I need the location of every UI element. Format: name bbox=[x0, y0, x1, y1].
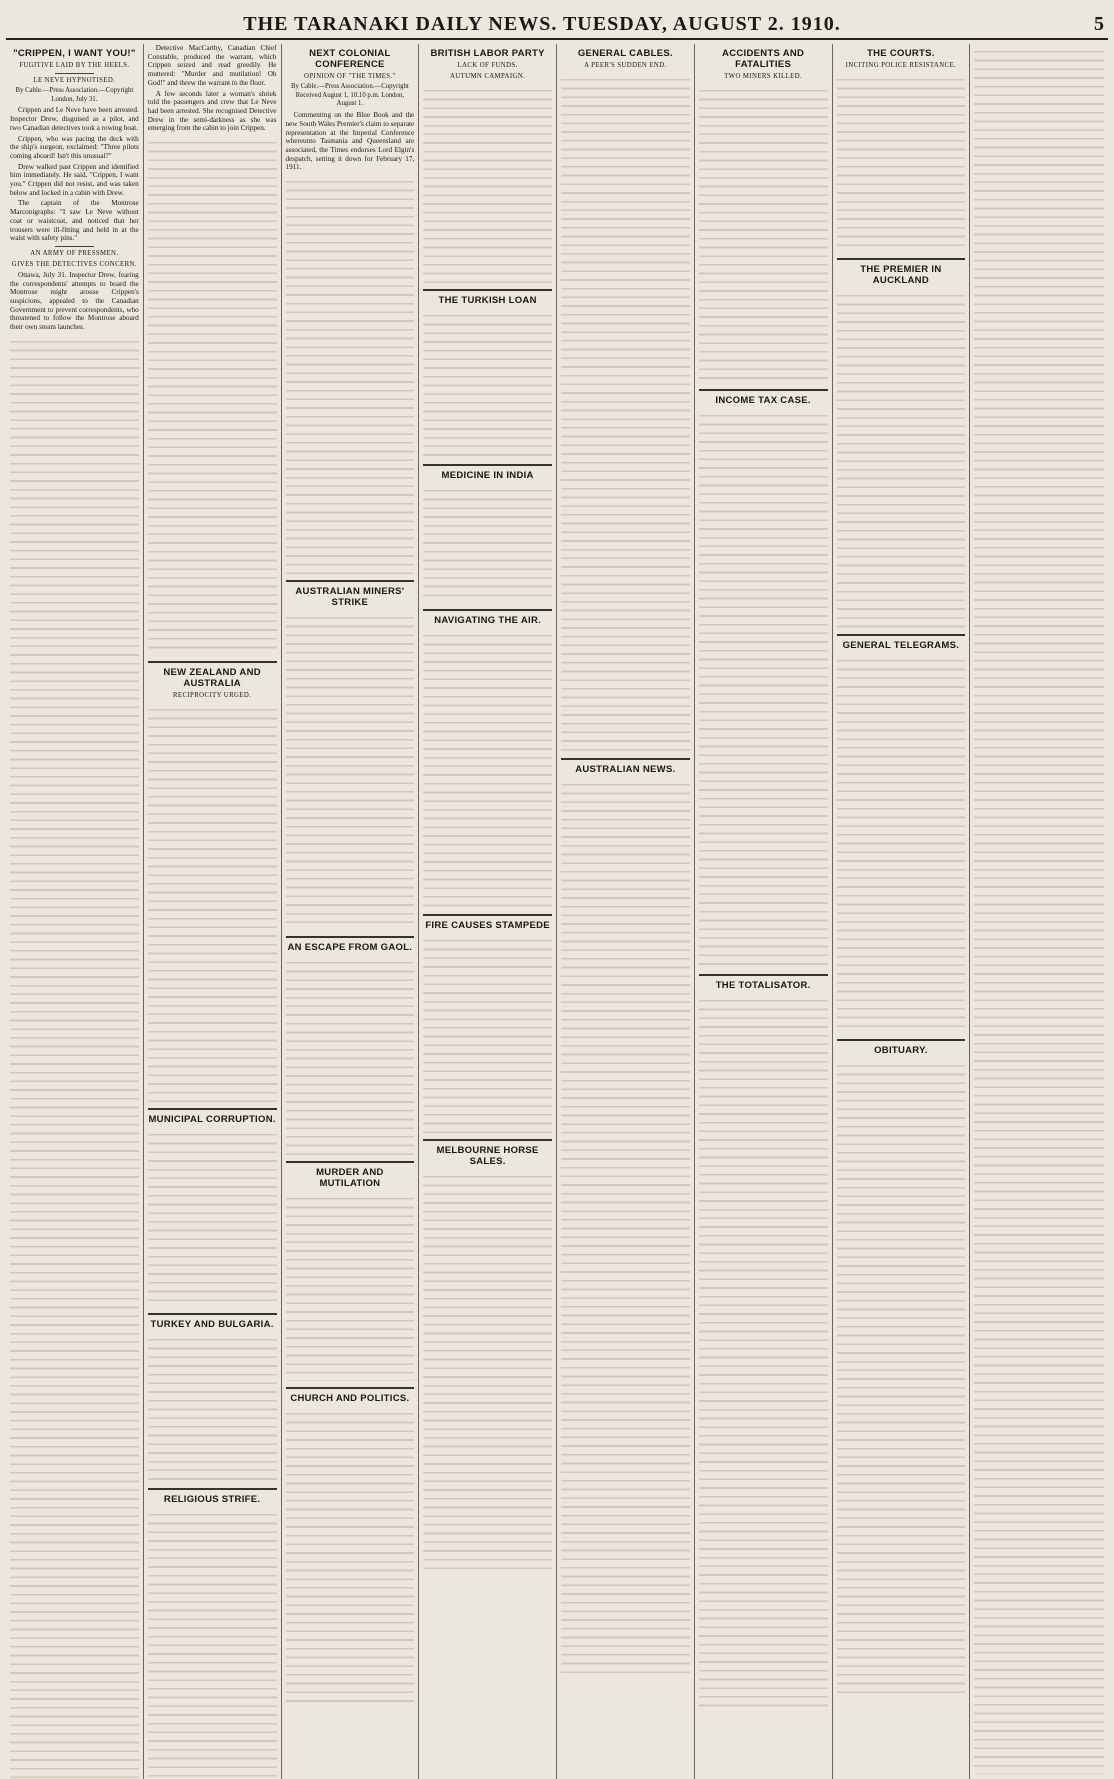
text-block bbox=[423, 483, 552, 603]
headline: ACCIDENTS AND FATALITIES bbox=[722, 48, 805, 70]
headline: RELIGIOUS STRIFE. bbox=[163, 1494, 261, 1506]
page-number: 5 bbox=[1094, 13, 1104, 35]
headline: THE TURKISH LOAN bbox=[438, 295, 537, 306]
text-block bbox=[423, 308, 552, 458]
text-block bbox=[837, 72, 966, 252]
subhead: OPINION OF "THE TIMES." bbox=[304, 73, 396, 80]
text-block bbox=[148, 1507, 277, 1779]
paragraph: Detective MacCarthy, Canadian Chief Constable, produced the warrant, which Crippen seized and read greedily. He muttered: "Murder and mutilation! Oh God!" and threw the warrant to the floor. bbox=[147, 44, 277, 87]
paragraph: A few seconds later a woman's shriek told the passengers and crew that Le Neve had been arrested. She recognised Detective Drew in the semi-darkness as she was emerging from the cabin to join Crippen. bbox=[147, 89, 277, 133]
subhead: LACK OF FUNDS. bbox=[457, 62, 518, 69]
divider bbox=[837, 634, 966, 636]
divider bbox=[423, 289, 552, 291]
headline: OBITUARY. bbox=[874, 1045, 928, 1056]
headline: MELBOURNE HORSE SALES. bbox=[436, 1145, 539, 1167]
text-block bbox=[699, 83, 828, 383]
divider bbox=[699, 974, 828, 976]
paragraph: Ottawa, July 31. Inspector Drew, fearing the correspondents' attempts to board the Montrose might arouse Crippen's suspicions, appealed to the Canadian Government to prevent correspondents, who threatened to follow the Montrose aboard their own steam launches. bbox=[10, 270, 139, 332]
divider bbox=[148, 1108, 277, 1110]
divider bbox=[55, 73, 94, 74]
masthead bbox=[6, 6, 1108, 40]
text-block bbox=[148, 1332, 277, 1482]
text-block bbox=[561, 777, 690, 1677]
headline: MEDICINE IN INDIA bbox=[441, 470, 534, 481]
headline: AUSTRALIAN NEWS. bbox=[575, 764, 676, 775]
dateline: By Cable.—Press Association.—Copyright Received August 1, 10.10 p.m. London, August 1. bbox=[290, 83, 409, 108]
divider bbox=[286, 580, 415, 582]
divider bbox=[837, 1039, 966, 1041]
text-block bbox=[286, 174, 415, 574]
column-6 bbox=[695, 44, 833, 1779]
headline: AN ESCAPE FROM GAOL. bbox=[287, 942, 413, 954]
column-4 bbox=[419, 44, 557, 1779]
text-block bbox=[837, 1058, 966, 1698]
text-block bbox=[423, 628, 552, 908]
divider bbox=[423, 464, 552, 466]
column-2 bbox=[144, 44, 282, 1779]
column-1 bbox=[6, 44, 144, 1779]
headline: GENERAL CABLES. bbox=[577, 48, 673, 59]
subhead: A PEER'S SUDDEN END. bbox=[584, 62, 667, 69]
text-block bbox=[974, 44, 1104, 1774]
divider bbox=[148, 661, 277, 663]
headline: "CRIPPEN, I WANT YOU!" bbox=[13, 48, 136, 59]
headline: THE COURTS. bbox=[867, 48, 935, 59]
subhead: TWO MINERS KILLED. bbox=[724, 73, 803, 80]
text-block bbox=[286, 610, 415, 930]
text-block bbox=[837, 653, 966, 1033]
text-block bbox=[699, 993, 828, 1713]
columns bbox=[6, 44, 1108, 1779]
text-block bbox=[837, 288, 966, 628]
divider bbox=[55, 246, 94, 247]
column-8 bbox=[970, 44, 1108, 1779]
headline: FIRE CAUSES STAMPEDE bbox=[425, 920, 550, 931]
divider bbox=[423, 1139, 552, 1141]
text-block bbox=[561, 72, 690, 752]
headline: THE PREMIER IN AUCKLAND bbox=[860, 264, 942, 286]
newspaper-title: THE TARANAKI DAILY NEWS. TUESDAY, AUGUST 2. 1910. bbox=[243, 13, 841, 35]
column-3 bbox=[282, 44, 420, 1779]
subhead: FUGITIVE LAID BY THE HEELS. bbox=[19, 62, 130, 69]
text-block bbox=[148, 702, 277, 1102]
headline: MUNICIPAL CORRUPTION. bbox=[148, 1114, 276, 1126]
paragraph: The captain of the Montrose Marconigraphs: "I saw Le Neve without coat or waistcoat, and noticed that her trousers were ill-fitting and held in at the waist with safety pins." bbox=[10, 199, 139, 243]
divider bbox=[286, 1387, 415, 1389]
headline: NEW ZEALAND AND AUSTRALIA bbox=[163, 667, 261, 690]
headline: AUSTRALIAN MINERS' STRIKE bbox=[295, 586, 405, 609]
paragraph: Crippen, who was pacing the deck with the ship's surgeon, exclaimed: "Three pilots coming aboard! Isn't this unusual?" bbox=[10, 134, 139, 160]
headline: CHURCH AND POLITICS. bbox=[290, 1393, 410, 1405]
divider bbox=[423, 914, 552, 916]
dateline: By Cable.—Press Association.—Copyright London, July 31. bbox=[15, 87, 134, 103]
headline: THE TOTALISATOR. bbox=[715, 980, 811, 991]
headline: INCOME TAX CASE. bbox=[715, 395, 811, 406]
headline: NAVIGATING THE AIR. bbox=[434, 615, 542, 626]
divider bbox=[423, 609, 552, 611]
text-block bbox=[423, 1169, 552, 1569]
divider bbox=[286, 1161, 415, 1163]
column-5 bbox=[557, 44, 695, 1779]
text-block bbox=[10, 334, 139, 1779]
divider bbox=[561, 758, 690, 760]
headline: BRITISH LABOR PARTY bbox=[430, 48, 545, 59]
headline: NEXT COLONIAL CONFERENCE bbox=[309, 48, 391, 70]
headline: MURDER AND MUTILATION bbox=[316, 1167, 384, 1190]
subhead: LE NEVE HYPNOTISED. bbox=[33, 77, 116, 84]
text-block bbox=[699, 408, 828, 968]
headline: TURKEY AND BULGARIA. bbox=[150, 1319, 274, 1331]
text-block bbox=[423, 83, 552, 283]
text-block bbox=[286, 1191, 415, 1381]
divider bbox=[286, 936, 415, 938]
text-block bbox=[423, 933, 552, 1133]
subhead: AUTUMN CAMPAIGN. bbox=[449, 73, 526, 80]
paragraph: Drew walked past Crippen and identified him immediately. He said, "Crippen, I want you." Crippen did not resist, and was taken below and locked in a cabin with Drew. bbox=[10, 162, 139, 197]
subhead: GIVES THE DETECTIVES CONCERN. bbox=[11, 260, 137, 268]
paragraph: Crippen and Le Neve have been arrested. Inspector Drew, disguised as a pilot, and two Canadian detectives took a rowing boat. bbox=[10, 106, 139, 132]
subhead: INCITING POLICE RESISTANCE. bbox=[845, 62, 957, 69]
subhead: AN ARMY OF PRESSMEN. bbox=[30, 249, 119, 257]
paragraph: Commenting on the Blue Book and the new South Wales Premier's claim to separate representation at the Imperial Conference whereunto Tasmania and Queensland are associated, the Times endorses Lord Elgin's despatch, setting it down for February 17, 1911. bbox=[285, 111, 415, 172]
headline: GENERAL TELEGRAMS. bbox=[842, 640, 960, 651]
divider bbox=[699, 389, 828, 391]
subhead: RECIPROCITY URGED. bbox=[172, 692, 252, 700]
divider bbox=[148, 1488, 277, 1490]
text-block bbox=[286, 955, 415, 1155]
divider bbox=[148, 1313, 277, 1315]
text-block bbox=[148, 135, 277, 655]
column-7 bbox=[833, 44, 971, 1779]
text-block bbox=[286, 1406, 415, 1706]
divider bbox=[837, 258, 966, 260]
text-block bbox=[148, 1127, 277, 1307]
